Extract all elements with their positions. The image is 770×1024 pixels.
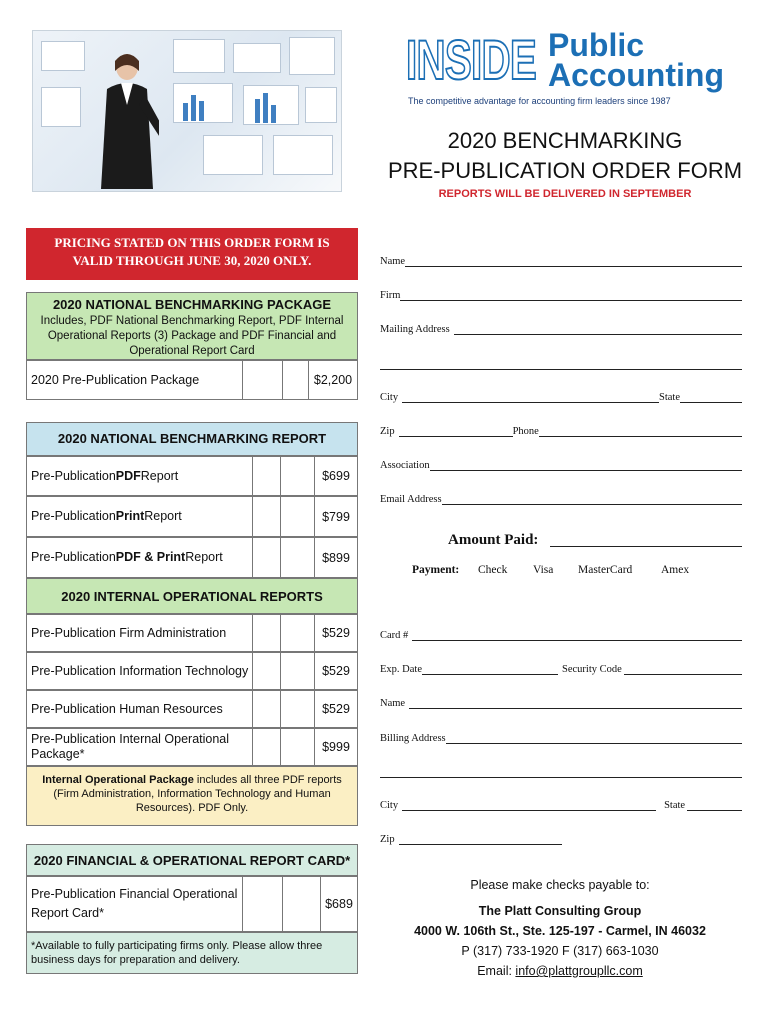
company-address: 4000 W. 106th St., Ste. 125-197 - Carmel, IN 46032	[414, 924, 706, 938]
pricing-notice-line1: PRICING STATED ON THIS ORDER FORM IS	[54, 235, 330, 250]
card-number-label: Card #	[380, 630, 409, 641]
report-pdf-print-price: $899	[322, 550, 350, 565]
internal-it-price: $529	[322, 664, 350, 678]
report-print-price: $799	[322, 509, 350, 524]
form-title-line2: PRE-PUBLICATION ORDER FORM	[387, 158, 743, 183]
internal-row-firm-admin	[26, 614, 358, 652]
payment-option-check[interactable]: Check	[478, 564, 508, 576]
internal-firm-admin-checkbox[interactable]	[281, 615, 315, 651]
firm-label: Firm	[380, 290, 401, 301]
report-card-price: $689	[325, 897, 353, 911]
payment-option-visa[interactable]: Visa	[533, 564, 554, 576]
logo-tagline: The competitive advantage for accounting firm leaders since 1987	[408, 96, 671, 106]
internal-row-hr	[26, 690, 358, 728]
report-card-checkbox[interactable]	[283, 877, 321, 931]
cardholder-name-label: Name	[380, 698, 406, 709]
billing-zip-label: Zip	[380, 834, 395, 845]
report-pdf-label: Pre-Publication PDF Report	[27, 457, 253, 495]
cardholder-name-field[interactable]	[380, 698, 742, 709]
logo-public-text: Public	[548, 27, 645, 63]
report-pdf-print-label: Pre-Publication PDF & Print Report	[27, 538, 253, 577]
report-pdf-print-checkbox[interactable]	[281, 538, 315, 577]
report-pdf-price: $699	[322, 469, 350, 483]
email-field[interactable]	[380, 494, 742, 505]
billing-address-line2[interactable]	[380, 777, 742, 778]
city-label: City	[380, 392, 399, 403]
billing-city-state-field[interactable]	[380, 800, 742, 811]
company-phones: P (317) 733-1920 F (317) 663-1030	[461, 944, 659, 958]
internal-hr-price: $529	[322, 702, 350, 716]
amount-paid-label: Amount Paid:	[448, 532, 539, 548]
report-card-row	[26, 876, 358, 932]
logo-accounting-text: Accounting	[548, 57, 724, 93]
zip-phone-field[interactable]	[380, 426, 742, 437]
city-state-field[interactable]	[380, 392, 742, 403]
report-print-checkbox[interactable]	[281, 497, 315, 536]
name-label: Name	[380, 256, 406, 267]
internal-it-checkbox[interactable]	[281, 653, 315, 689]
internal-firm-admin-price: $529	[322, 626, 350, 640]
internal-firm-admin-label: Pre-Publication Firm Administration	[27, 615, 253, 651]
billing-zip-field[interactable]	[380, 834, 562, 845]
report-card-title: 2020 FINANCIAL & OPERATIONAL REPORT CARD*	[33, 853, 351, 868]
report-row-pdf-print	[26, 537, 358, 578]
internal-package-checkbox[interactable]	[281, 729, 315, 765]
firm-field[interactable]	[380, 290, 742, 301]
state-label: State	[659, 392, 680, 403]
internal-package-note: Internal Operational Package includes all three PDF reports (Firm Administration, Information Technology and Human Resources). PDF Only.	[26, 766, 358, 826]
national-package-description: Includes, PDF National Benchmarking Report, PDF Internal Operational Reports (3) Package and PDF Financial and Operational Report Card	[40, 315, 344, 357]
email-prefix: Email:	[477, 964, 516, 978]
checks-payable-note: Please make checks payable to:	[470, 878, 650, 892]
national-report-header	[26, 422, 358, 456]
header-photo	[32, 30, 342, 192]
mailing-address-line2[interactable]	[380, 369, 742, 370]
internal-reports-header	[26, 578, 358, 614]
payment-label: Payment:	[412, 564, 460, 576]
payment-option-amex[interactable]: Amex	[661, 564, 690, 576]
company-email	[380, 964, 740, 978]
billing-address-field[interactable]	[380, 733, 742, 744]
mailing-address-label: Mailing Address	[380, 324, 450, 335]
internal-row-it	[26, 652, 358, 690]
company-name: The Platt Consulting Group	[478, 904, 642, 918]
package-order-row	[26, 360, 358, 400]
inside-public-accounting-logo	[406, 27, 736, 108]
national-report-title: 2020 NATIONAL BENCHMARKING REPORT	[57, 431, 327, 446]
email-label: Email Address	[380, 494, 442, 505]
name-field[interactable]	[380, 256, 742, 267]
report-card-header	[26, 844, 358, 876]
zip-label: Zip	[380, 426, 395, 437]
national-package-box	[26, 292, 358, 360]
package-checkbox[interactable]	[283, 361, 309, 399]
pricing-notice	[26, 228, 358, 280]
amount-paid-input[interactable]	[550, 546, 742, 547]
exp-security-field[interactable]	[380, 664, 742, 675]
pricing-notice-line2: VALID THROUGH JUNE 30, 2020 ONLY.	[72, 253, 312, 268]
package-item-label: 2020 Pre-Publication Package	[27, 361, 243, 399]
internal-hr-checkbox[interactable]	[281, 691, 315, 727]
security-code-label: Security Code	[562, 664, 622, 675]
presenter-figure	[95, 49, 159, 192]
billing-address-label: Billing Address	[380, 733, 446, 744]
billing-city-label: City	[380, 800, 399, 811]
internal-row-package	[26, 728, 358, 766]
report-card-note: *Available to fully participating firms only. Please allow three business days for preparation and delivery.	[26, 932, 358, 974]
report-pdf-checkbox[interactable]	[281, 457, 315, 495]
national-package-title: 2020 NATIONAL BENCHMARKING PACKAGE	[52, 297, 332, 312]
phone-label: Phone	[512, 426, 539, 437]
mailing-address-field[interactable]	[380, 324, 742, 335]
internal-package-label: Pre-Publication Internal Operational Package*	[27, 729, 253, 765]
report-print-label: Pre-Publication Print Report	[27, 497, 253, 536]
report-card-label: Pre-Publication Financial Operational Report Card*	[27, 877, 243, 931]
report-row-pdf	[26, 456, 358, 496]
payment-option-mastercard[interactable]: MasterCard	[578, 564, 633, 576]
report-row-print	[26, 496, 358, 537]
association-field[interactable]	[380, 460, 742, 471]
email-link[interactable]: info@plattgroupllc.com	[515, 964, 643, 978]
exp-date-label: Exp. Date	[380, 664, 422, 675]
package-price: $2,200	[313, 373, 353, 387]
logo-inside-text: INSIDE	[406, 28, 537, 91]
internal-hr-label: Pre-Publication Human Resources	[27, 691, 253, 727]
internal-reports-title: 2020 INTERNAL OPERATIONAL REPORTS	[61, 589, 323, 604]
delivery-notice: REPORTS WILL BE DELIVERED IN SEPTEMBER	[438, 188, 692, 200]
form-title-line1: 2020 BENCHMARKING	[447, 128, 683, 153]
card-number-field[interactable]	[380, 630, 742, 641]
internal-it-label: Pre-Publication Information Technology	[27, 653, 253, 689]
internal-package-price: $999	[322, 740, 350, 754]
billing-state-label: State	[664, 800, 686, 811]
association-label: Association	[380, 460, 430, 471]
